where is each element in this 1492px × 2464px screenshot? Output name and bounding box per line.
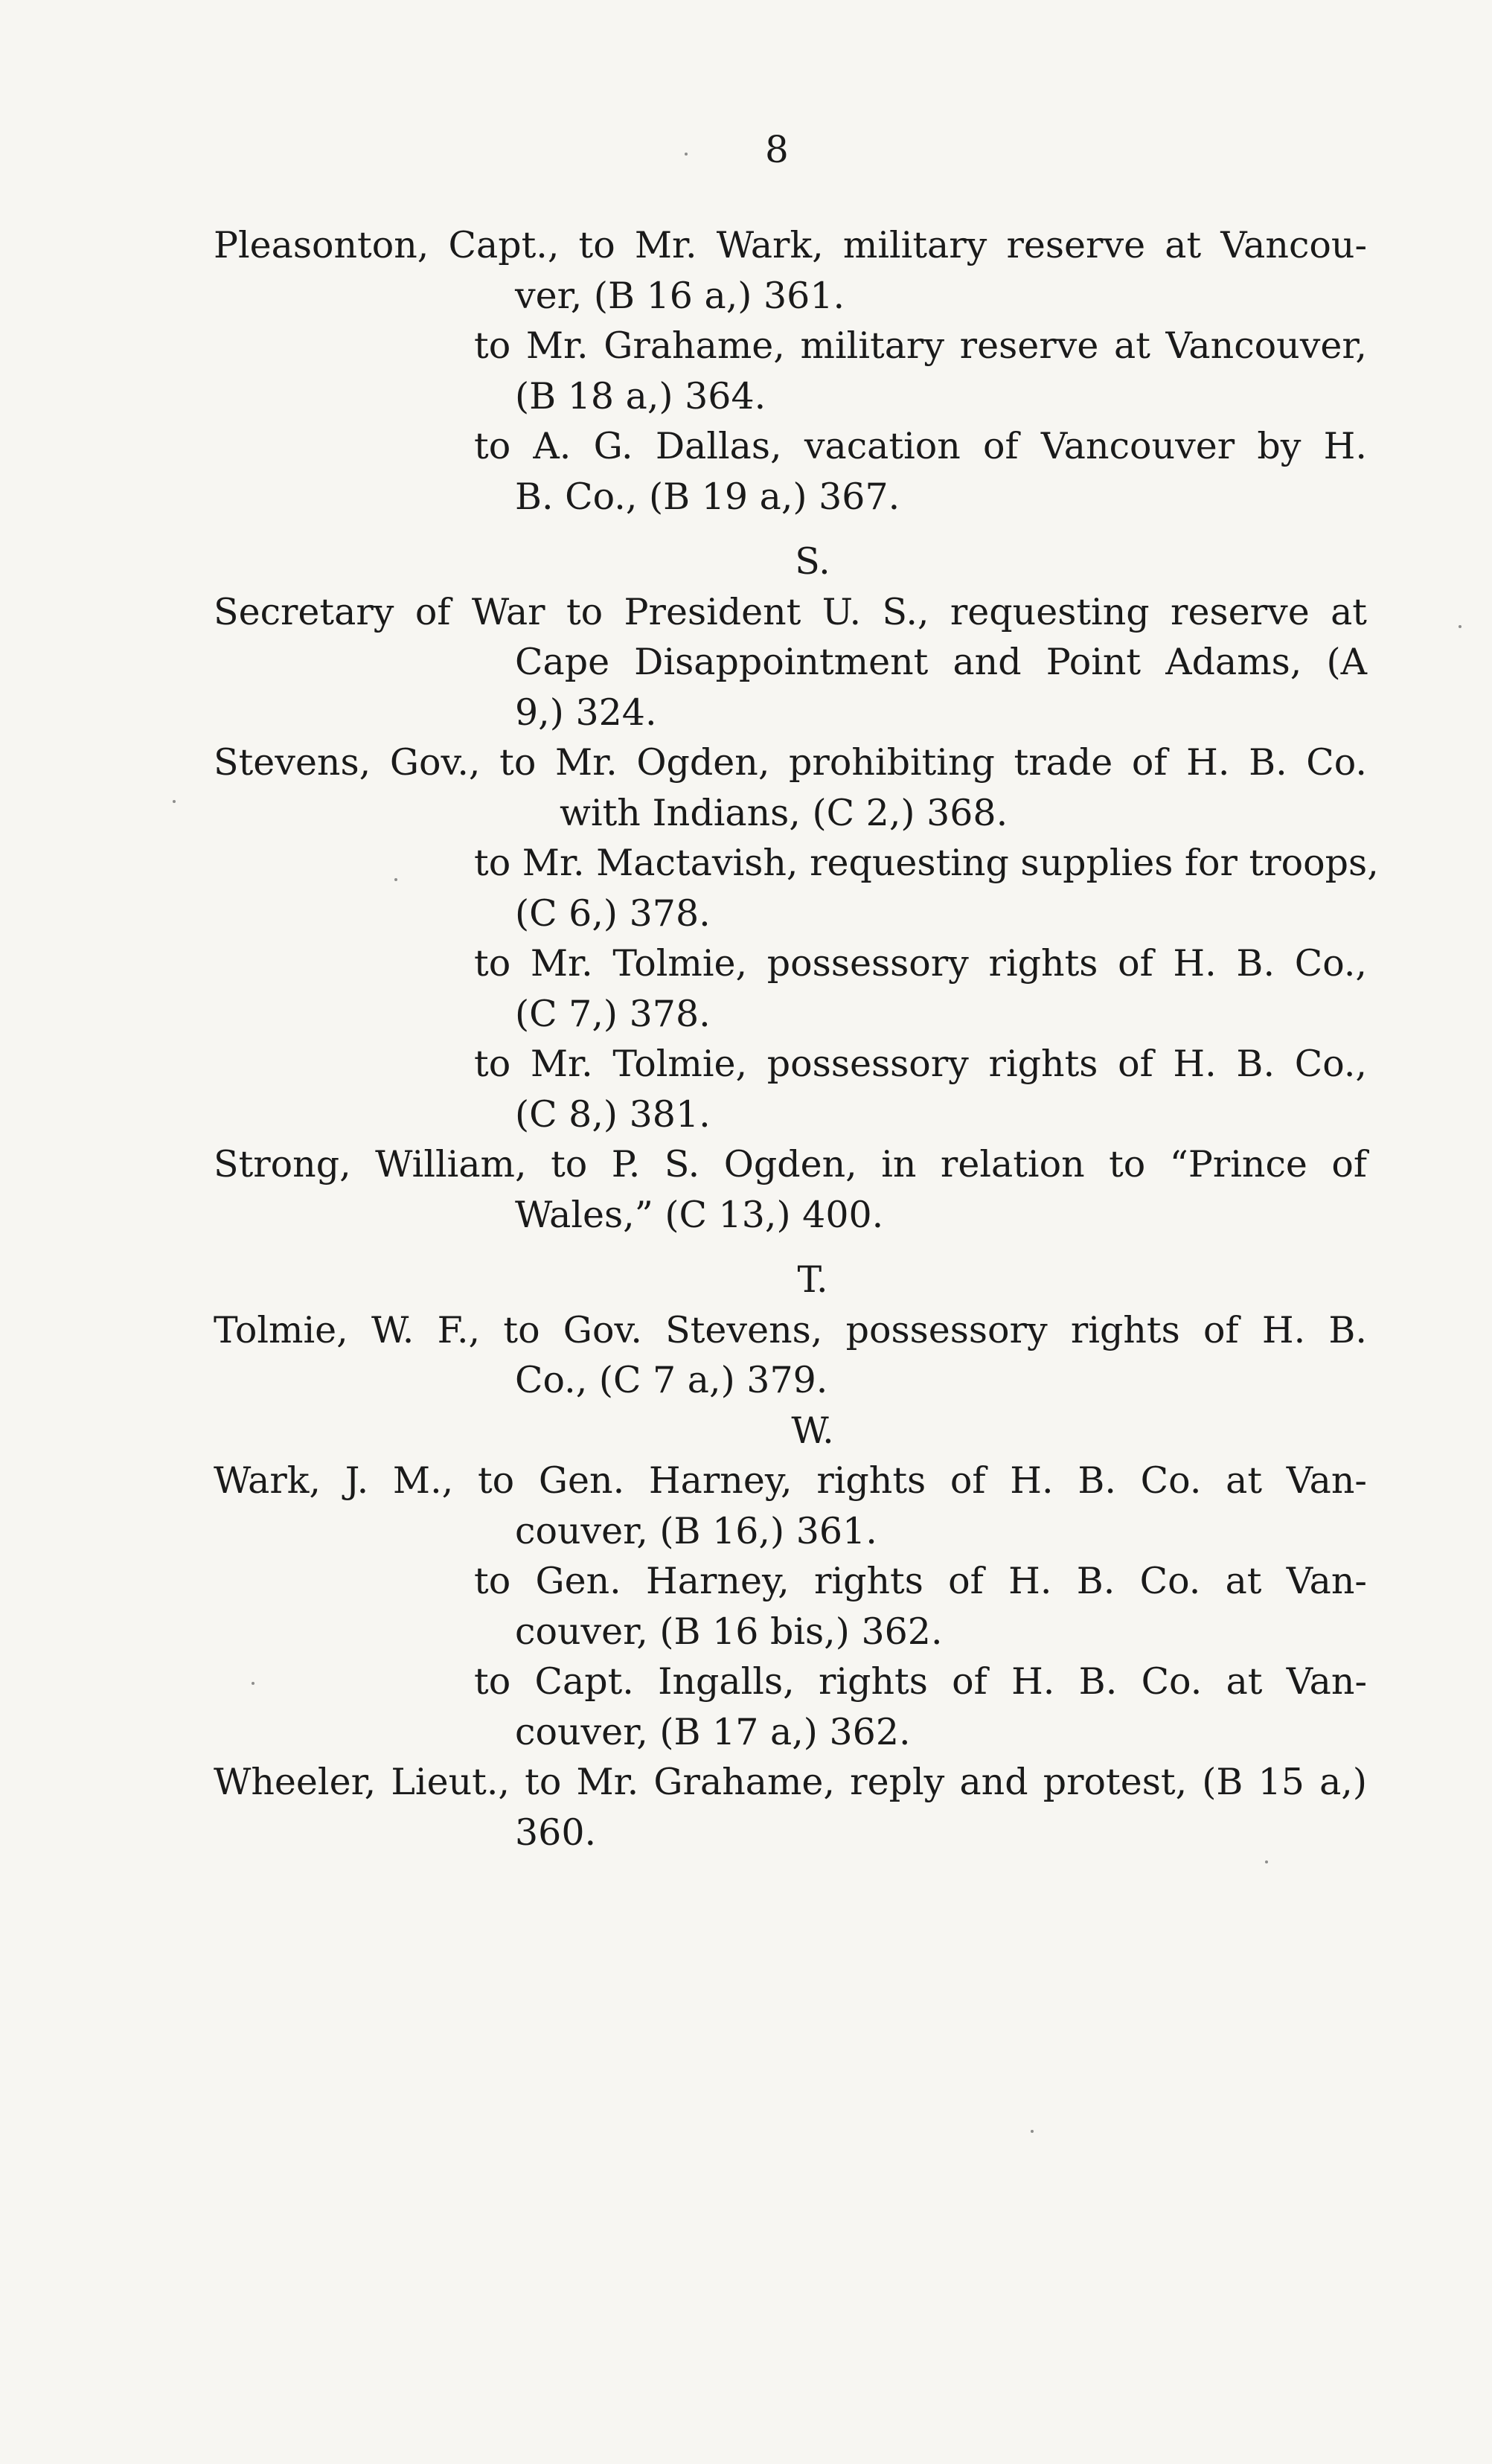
- entry-line: (C 7,) 378.: [515, 992, 711, 1035]
- entry-line: Wales,” (C 13,) 400.: [515, 1193, 884, 1236]
- entry-line: 9,) 324.: [515, 691, 657, 734]
- entry-line: (C 6,) 378.: [515, 892, 711, 935]
- index-section-t: [214, 1255, 1367, 1406]
- entry-line: to A. G. Dallas, vacation of Vancouver by H.: [474, 425, 1367, 467]
- paper-speck: [252, 1682, 254, 1685]
- entry-line: Cape Disappointment and Point Adams, (A: [515, 641, 1367, 683]
- entry-line: to Capt. Ingalls, rights of H. B. Co. at Van-: [474, 1660, 1367, 1703]
- index-entry: [214, 1305, 1367, 1406]
- entry-line: Strong, William, to P. S. Ogden, in relation to “Prince of: [214, 1143, 1367, 1185]
- paper-speck: [1459, 625, 1461, 628]
- index-entry: [214, 838, 1379, 938]
- section-letter: W.: [791, 1409, 834, 1452]
- entry-line: couver, (B 17 a,) 362.: [515, 1710, 911, 1753]
- entry-line: to Mr. Grahame, military reserve at Vancouver,: [474, 324, 1367, 367]
- entry-line: Pleasonton, Capt., to Mr. Wark, military reserve at Vancou-: [214, 224, 1367, 266]
- entry-line: Wark, J. M., to Gen. Harney, rights of H. B. Co. at Van-: [214, 1459, 1367, 1502]
- index-list: [214, 220, 1379, 1857]
- paper-speck: [1031, 2130, 1034, 2133]
- entry-line: ver, (B 16 a,) 361.: [515, 274, 845, 317]
- entry-line: Tolmie, W. F., to Gov. Stevens, possessory rights of H. B.: [214, 1308, 1367, 1351]
- section-letter: T.: [797, 1258, 828, 1301]
- index-section-w: [214, 1406, 1367, 1858]
- entry-line: Co., (C 7 a,) 379.: [515, 1359, 828, 1401]
- entry-line: (B 18 a,) 364.: [515, 374, 766, 417]
- section-letter: S.: [795, 540, 830, 583]
- entry-line: Wheeler, Lieut., to Mr. Grahame, reply and protest, (B 15 a,): [214, 1761, 1367, 1803]
- entry-line: to Mr. Tolmie, possessory rights of H. B. Co.,: [474, 942, 1367, 985]
- entry-line: Stevens, Gov., to Mr. Ogden, prohibiting trade of H. B. Co.: [214, 741, 1367, 784]
- entry-line: to Mr. Mactavish, requesting supplies for troops,: [474, 842, 1379, 884]
- paper-speck: [173, 800, 176, 803]
- paper-speck: [394, 878, 397, 881]
- page-number: 8: [765, 128, 789, 171]
- index-entry: [214, 1456, 1367, 1556]
- entry-line: (C 8,) 381.: [515, 1092, 711, 1136]
- entry-line: B. Co., (B 19 a,) 367.: [515, 475, 900, 518]
- entry-line: couver, (B 16,) 361.: [515, 1509, 877, 1552]
- entry-line: to Gen. Harney, rights of H. B. Co. at Van-: [474, 1560, 1367, 1602]
- index-entry: [214, 587, 1367, 738]
- entry-line: to Mr. Tolmie, possessory rights of H. B. Co.,: [474, 1043, 1367, 1085]
- index-entry: [214, 220, 1367, 321]
- index-entry: [214, 938, 1367, 1039]
- index-section-s: [214, 537, 1379, 1240]
- paper-speck: [1265, 1860, 1268, 1863]
- index-entry: [214, 1657, 1367, 1757]
- index-section-p: [214, 220, 1367, 522]
- paper-speck: [685, 153, 688, 156]
- index-entry: [214, 1556, 1367, 1657]
- index-entry: [214, 1039, 1367, 1139]
- entry-line: Secretary of War to President U. S., requesting reserve at: [214, 590, 1367, 633]
- index-entry: [214, 1757, 1367, 1857]
- index-entry: [214, 421, 1367, 522]
- entry-line: 360.: [515, 1811, 597, 1854]
- entry-line: with Indians, (C 2,) 368.: [560, 791, 1008, 834]
- index-entry: [214, 1139, 1367, 1240]
- index-entry: [214, 737, 1367, 838]
- entry-line: couver, (B 16 bis,) 362.: [515, 1610, 943, 1653]
- index-entry: [214, 321, 1367, 421]
